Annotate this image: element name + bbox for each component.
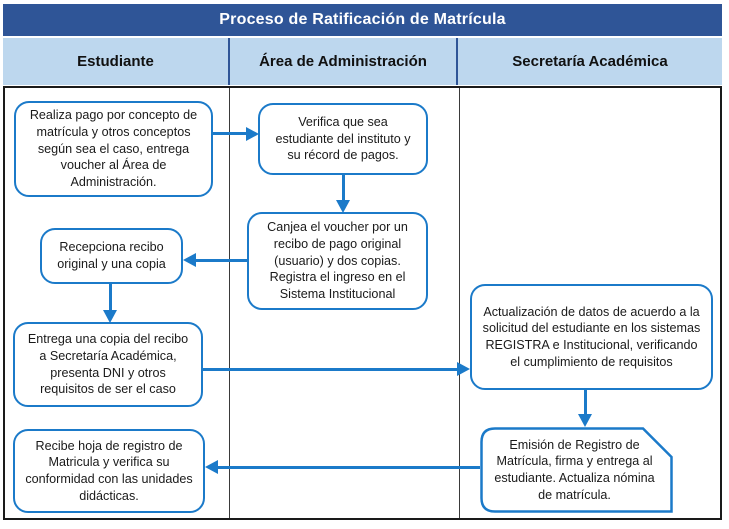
node-verifica bbox=[258, 103, 428, 175]
diagram-title-bar bbox=[3, 4, 722, 36]
node-recepciona bbox=[40, 228, 183, 284]
arrow-actualizacion-to-emision bbox=[584, 390, 587, 415]
node-actualizacion bbox=[470, 284, 713, 390]
lane-header-administracion: Área de Administración bbox=[228, 38, 458, 85]
swimlane-header-row bbox=[3, 38, 722, 85]
node-canjea bbox=[247, 212, 428, 310]
diagram-title: Proceso de Ratificación de Matrícula bbox=[219, 11, 506, 28]
arrow-recepciona-to-entrega bbox=[109, 284, 112, 311]
arrow-entrega-to-actualizacion bbox=[203, 368, 458, 371]
arrow-realiza-to-verifica bbox=[213, 132, 247, 135]
node-entrega-copia-text: Entrega una copia del recibo a Secretaría Académica, presenta DNI y otros requisitos de ser el caso bbox=[27, 332, 189, 397]
lane-header-estudiante: Estudiante bbox=[77, 53, 154, 70]
node-actualizacion-text: Actualización de datos de acuerdo a la solicitud del estudiante en los sistemas REGISTRA e Institucional, verificando el cumplimiento de requisitos bbox=[482, 304, 701, 369]
node-canjea-text: Canjea el voucher por un recibo de pago original (usuario) y dos copias. Registra el ingreso en el Sistema Institucional bbox=[267, 220, 408, 301]
lane-divider-1 bbox=[229, 88, 230, 518]
node-verifica-text: Verifica que sea estudiante del instituto y su récord de pagos. bbox=[275, 115, 411, 163]
node-emision-text: Emisión de Registro de Matrícula, firma y entrega al estudiante. Actualiza nómina de matrícula. bbox=[494, 437, 655, 502]
arrow-emision-to-recibe bbox=[217, 466, 480, 469]
arrow-verifica-to-canjea bbox=[342, 175, 345, 201]
arrow-canjea-to-recepciona bbox=[195, 259, 247, 262]
node-entrega-copia bbox=[13, 322, 203, 407]
node-realiza-pago-text: Realiza pago por concepto de matrícula y otros conceptos según sea el caso, entrega voucher al Área de Administración. bbox=[29, 108, 198, 189]
lane-divider-2 bbox=[459, 88, 460, 518]
node-emision bbox=[480, 427, 673, 513]
node-recibe-text: Recibe hoja de registro de Matricula y verifica su conformidad con las unidades didácticas. bbox=[25, 438, 193, 503]
node-recepciona-text: Recepciona recibo original y una copia bbox=[57, 240, 166, 271]
node-recibe bbox=[13, 429, 205, 513]
node-realiza-pago bbox=[14, 101, 213, 197]
lane-header-secretaria: Secretaría Académica bbox=[512, 53, 668, 70]
